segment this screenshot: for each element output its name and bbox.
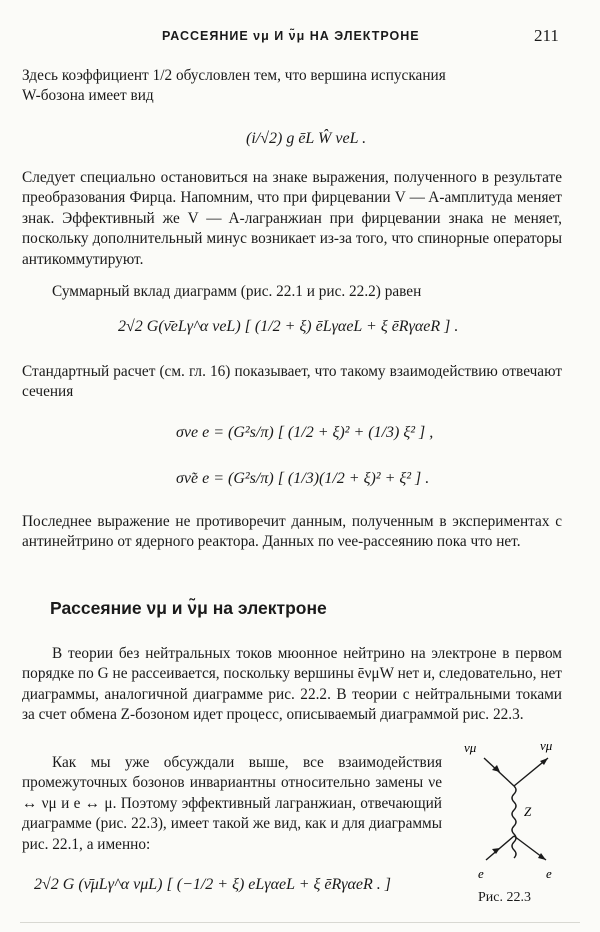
z-boson-propagator xyxy=(512,786,516,858)
label-top-right: νμ xyxy=(540,738,553,753)
last-text: Последнее выражение не противоречит данным, полученным в экспериментах с антинейтрино от ядерного реактора. Данных по νee-рассеянию пока что нет. xyxy=(22,513,562,551)
formula-sum: 2√2 G(ν̄eLγ^α νeL) [ (1/2 + ξ) ēLγαeL + ξ ēRγαeR ] . xyxy=(118,318,459,335)
last-paragraph xyxy=(22,512,562,553)
formula-sigma-nue: σνe e = (G²s/π) [ (1/2 + ξ)² + (1/3) ξ² ] , xyxy=(176,424,434,441)
running-title: РАССЕЯНИЕ νμ И ν̃μ НА ЭЛЕКТРОНЕ xyxy=(162,29,420,43)
figure-caption: Рис. 22.3 xyxy=(478,890,531,905)
theory-text: В теории без нейтральных токов мюонное нейтрино на электроне в первом порядке по G не рассеивается, поскольку вершины ēνμW нет и, следовательно, нет диаграммы, аналогичной диаграмме рис. 22.2. В теории с нейтральными токами за счет обмена Z-бозоном идет процесс, описываемый диаграммой рис. 22.3. xyxy=(22,645,562,724)
invariance-text: Как мы уже обсуждали выше, все взаимодействия промежуточных бозонов инвариантны относительно замены νe ↔ νμ и e ↔ μ. Поэтому эффективный лагранжиан, отвечающий диаграмме (рис. 22.3), имеет такой же вид, как и для диаграммы рис. 22.1, а именно: xyxy=(22,754,442,853)
bottom-edge-line xyxy=(20,922,580,923)
feynman-diagram xyxy=(456,738,576,888)
sum-intro-paragraph xyxy=(22,282,562,302)
formula-final: 2√2 G (ν̄μLγ^α νμL) [ (−1/2 + ξ) eLγαeL + ξ ēRγαeR . ] xyxy=(34,876,392,893)
formula-vertex: (i/√2) g ēL Ŵ νeL . xyxy=(246,130,367,147)
feynman-diagram-figure xyxy=(456,738,576,914)
intro-line-1: Здесь коэффициент 1/2 обусловлен тем, что вершина испускания xyxy=(22,67,446,84)
fierz-text: Следует специально остановиться на знаке выражения, полученного в результате преобразования Фирца. Напомним, что при фирцевании V — A-амплитуда меняет знак. Эффективный же V — A-лагранжиан при фирцевании знака не меняет, поскольку дополнительный минус возникает из-за того, что спинорные операторы антикоммутируют. xyxy=(22,169,562,268)
running-header xyxy=(0,26,600,50)
sum-intro-text: Суммарный вклад диаграмм (рис. 22.1 и рис. 22.2) равен xyxy=(52,283,422,300)
label-boson: Z xyxy=(524,804,532,819)
label-bottom-left: e xyxy=(478,866,484,881)
theory-paragraph xyxy=(22,644,562,726)
page-number: 211 xyxy=(534,26,559,45)
standard-paragraph xyxy=(22,362,562,403)
label-top-left: νμ xyxy=(464,740,477,755)
section-heading: Рассеяние νμ и ν̃μ на электроне xyxy=(50,598,327,618)
standard-text: Стандартный расчет (см. гл. 16) показывает, что такому взаимодействию отвечают сечения xyxy=(22,363,562,401)
intro-line-2: W-бозона имеет вид xyxy=(22,87,154,105)
intro-paragraph xyxy=(22,66,562,107)
invariance-paragraph xyxy=(22,753,442,855)
incoming-neutrino-line xyxy=(484,758,514,786)
label-bottom-right: e xyxy=(546,866,552,881)
formula-sigma-antinue: σν̃e e = (G²s/π) [ (1/3)(1/2 + ξ)² + ξ² ] . xyxy=(176,470,430,487)
fierz-paragraph xyxy=(22,168,562,270)
